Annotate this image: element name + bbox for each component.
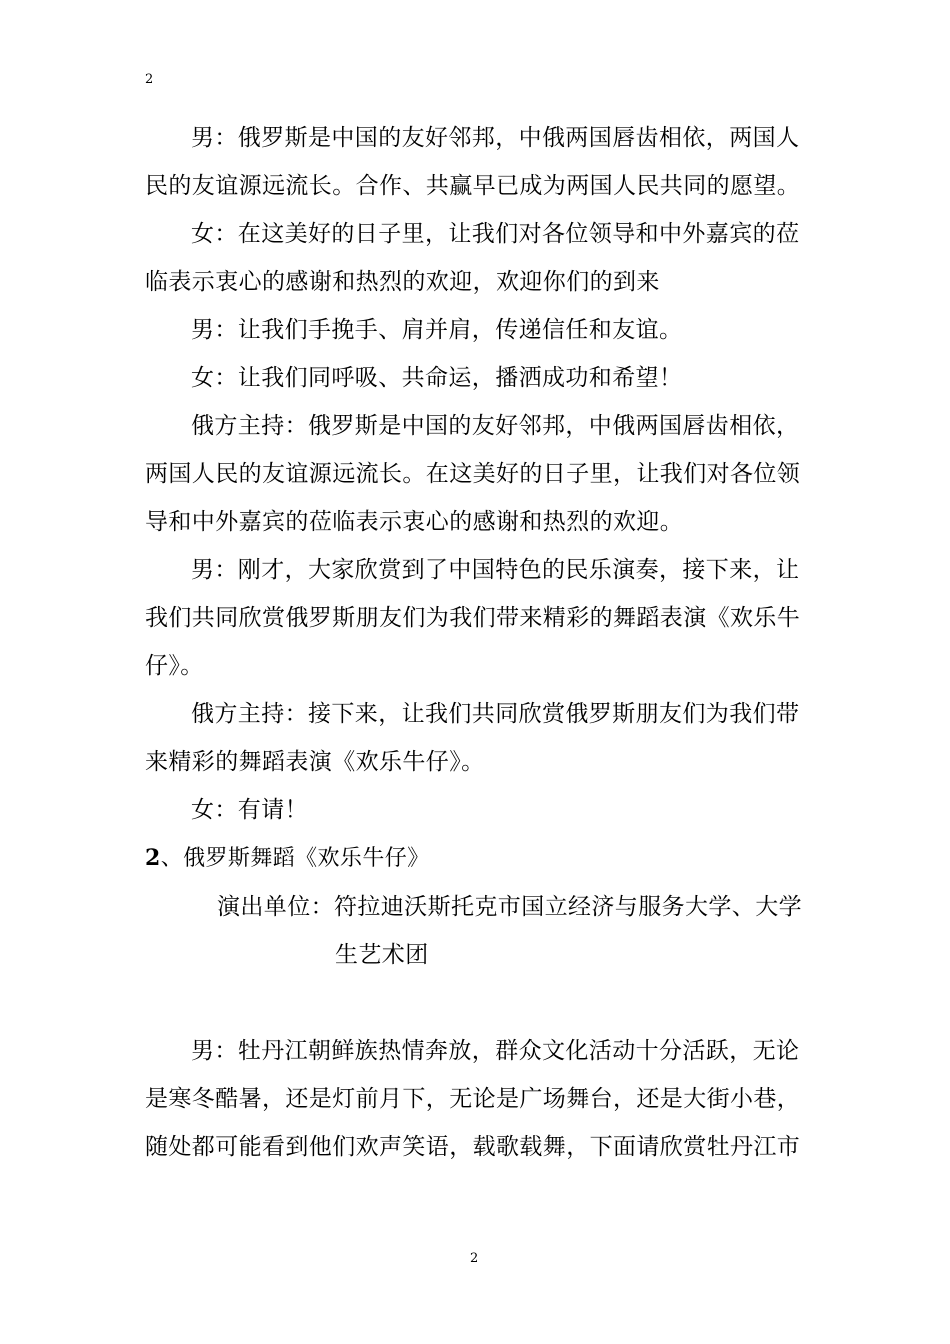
- document-body: [145, 114, 810, 1171]
- section-title: 、俄罗斯舞蹈《欢乐牛仔》: [160, 846, 430, 871]
- performer-line-2: 生艺术团: [335, 942, 429, 968]
- text-line: 女：有请！: [191, 797, 308, 823]
- paragraph-russian-host-welcome: [145, 402, 810, 546]
- text-line: 是寒冬酷暑，还是灯前月下，无论是广场舞台，还是大街小巷，: [145, 1086, 801, 1112]
- text-line: 男：牡丹江朝鲜族热情奔放，群众文化活动十分活跃，无论: [191, 1038, 800, 1064]
- text-line: 临表示衷心的感谢和热烈的欢迎，欢迎你们的到来: [145, 269, 660, 295]
- text-line: 导和中外嘉宾的莅临表示衷心的感谢和热烈的欢迎。: [145, 509, 684, 535]
- paragraph-male-korean-culture: [145, 1027, 810, 1171]
- paragraph-male-intro: [145, 114, 810, 210]
- text-line: 女：让我们同呼吸、共命运，播洒成功和希望！: [191, 365, 683, 391]
- text-line: 仔》。: [145, 653, 204, 679]
- text-line: 男：俄罗斯是中国的友好邻邦，中俄两国唇齿相依，两国人: [191, 125, 800, 151]
- text-line: 随处都可能看到他们欢声笑语，载歌载舞，下面请欣赏牡丹江市: [145, 1134, 801, 1160]
- text-line: 来精彩的舞蹈表演《欢乐牛仔》。: [145, 749, 485, 775]
- text-line: 男：让我们手挽手、肩并肩，传递信任和友谊。: [191, 317, 683, 343]
- performer-line-1: 演出单位：符拉迪沃斯托克市国立经济与服务大学、大学: [217, 894, 802, 920]
- page-number-bottom: 2: [470, 1251, 479, 1266]
- blank-line: [145, 979, 810, 1027]
- paragraph-female-share-destiny: [145, 354, 810, 402]
- paragraph-russian-host-next: [145, 690, 810, 786]
- paragraph-male-next-program: [145, 546, 810, 690]
- text-line: 男：刚才，大家欣赏到了中国特色的民乐演奏，接下来，让: [191, 557, 800, 583]
- page-number-top: 2: [145, 72, 154, 87]
- text-line: 女：在这美好的日子里，让我们对各位领导和中外嘉宾的莅: [191, 221, 800, 247]
- section-number: 2: [145, 845, 161, 871]
- section-heading: [145, 834, 810, 883]
- text-line: 民的友谊源远流长。合作、共赢早已成为两国人民共同的愿望。: [145, 173, 801, 199]
- paragraph-female-welcome: [145, 210, 810, 306]
- text-line: 我们共同欣赏俄罗斯朋友们为我们带来精彩的舞蹈表演《欢乐牛: [145, 605, 801, 631]
- text-line: 俄方主持：俄罗斯是中国的友好邻邦，中俄两国唇齿相依，: [191, 413, 800, 439]
- text-line: 俄方主持：接下来，让我们共同欣赏俄罗斯朋友们为我们带: [191, 701, 800, 727]
- paragraph-male-hand-in-hand: [145, 306, 810, 354]
- performer-info: [145, 883, 810, 979]
- paragraph-female-please: [145, 786, 810, 834]
- text-line: 两国人民的友谊源远流长。在这美好的日子里，让我们对各位领: [145, 461, 801, 487]
